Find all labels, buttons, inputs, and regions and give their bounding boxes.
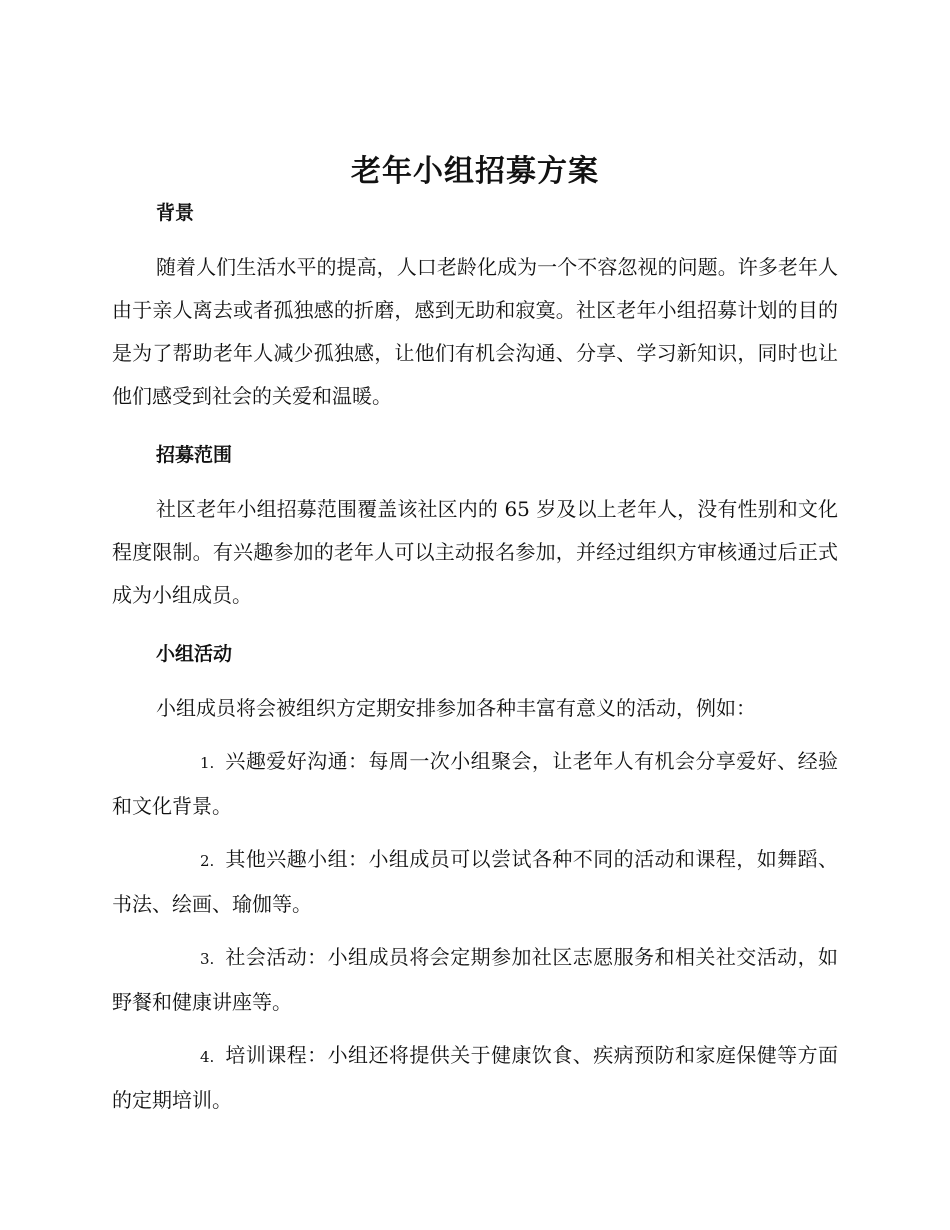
- section-heading-recruit-scope: 招募范围: [156, 444, 233, 466]
- activities-list: [112, 740, 838, 1122]
- recruit-scope-paragraph: 社区老年小组招募范围覆盖该社区内的 65 岁及以上老年人，没有性别和文化程度限制。有兴趣参加的老年人可以主动报名参加，并经过组织方审核通过后正式成为小组成员。: [112, 497, 838, 607]
- list-item: [112, 1034, 838, 1122]
- list-item-text: 培训课程：小组还将提供关于健康饮食、疾病预防和家庭保健等方面的定期培训。: [112, 1043, 838, 1112]
- list-item: [112, 740, 838, 828]
- list-item-text: 兴趣爱好沟通：每周一次小组聚会，让老年人有机会分享爱好、经验和文化背景。: [112, 749, 838, 818]
- document-page: [112, 140, 838, 1122]
- list-item-number: 4.: [200, 1048, 215, 1066]
- list-item-number: 1.: [200, 754, 215, 772]
- list-item-text: 其他兴趣小组：小组成员可以尝试各种不同的活动和课程，如舞蹈、书法、绘画、瑜伽等。: [112, 847, 838, 916]
- document-title: 老年小组招募方案: [351, 154, 599, 189]
- section-heading-group-activities: 小组活动: [156, 643, 233, 665]
- background-paragraph: 随着人们生活水平的提高，人口老龄化成为一个不容忽视的问题。许多老年人由于亲人离去或者孤独感的折磨，感到无助和寂寞。社区老年小组招募计划的目的是为了帮助老年人减少孤独感，让他们有机会沟通、分享、学习新知识，同时也让他们感受到社会的关爱和温暖。: [112, 255, 838, 408]
- list-item-number: 3.: [200, 950, 215, 968]
- list-item: [112, 838, 838, 926]
- group-activities-intro: 小组成员将会被组织方定期安排参加各种丰富有意义的活动，例如：: [156, 696, 756, 720]
- list-item-text: 社会活动：小组成员将会定期参加社区志愿服务和相关社交活动，如野餐和健康讲座等。: [112, 945, 838, 1014]
- section-heading-background: 背景: [156, 202, 195, 224]
- list-item-number: 2.: [200, 852, 215, 870]
- list-item: [112, 936, 838, 1024]
